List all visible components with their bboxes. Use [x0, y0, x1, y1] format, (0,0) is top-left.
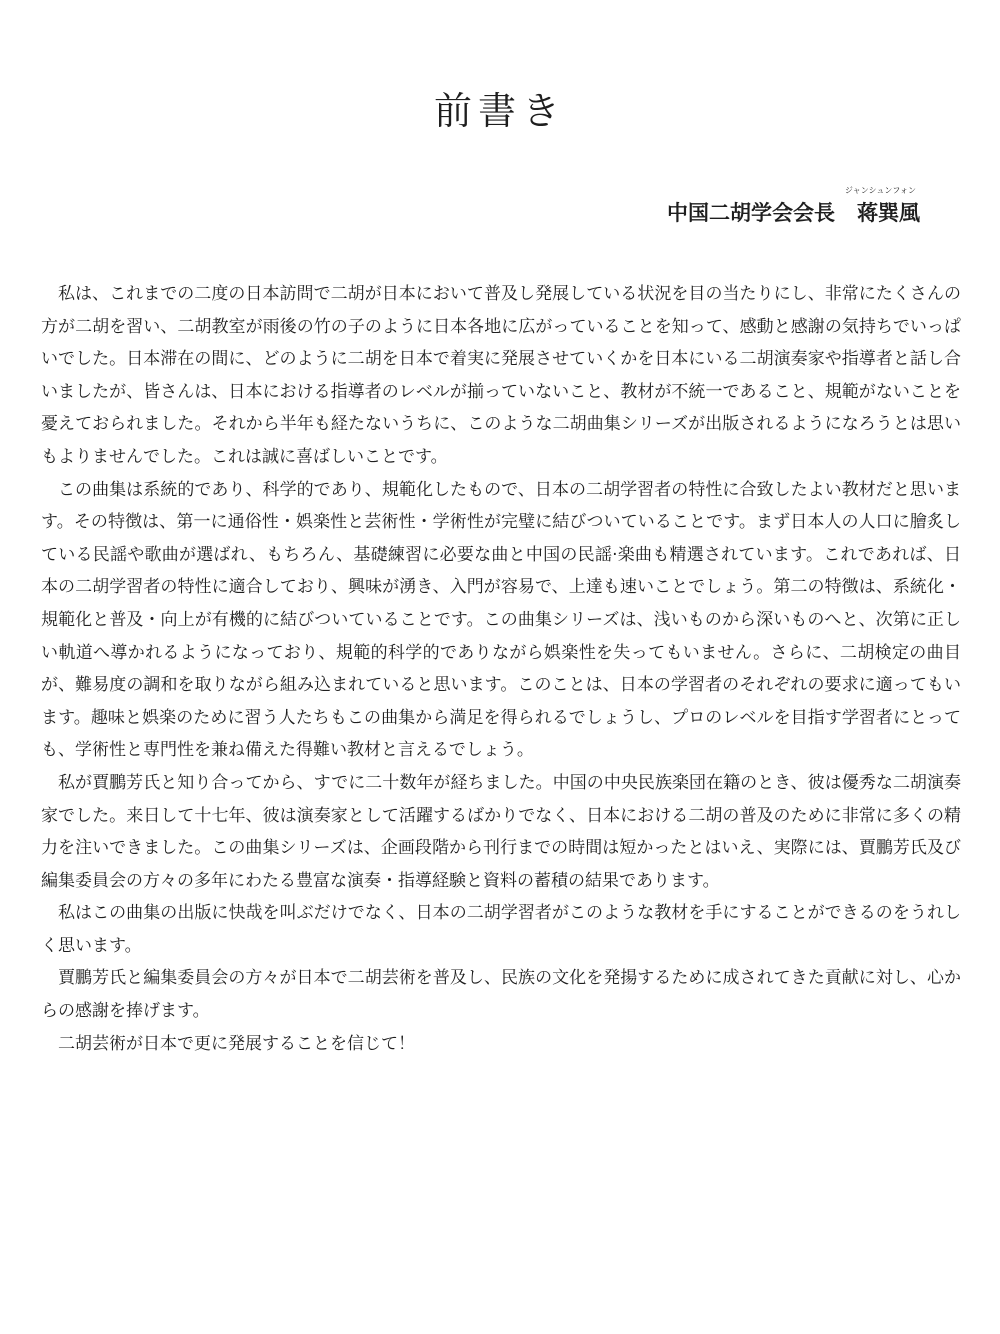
paragraph: 賈鵬芳氏と編集委員会の方々が日本で二胡芸術を普及し、民族の文化を発揚するために成されてきた貢献に対し、心からの感謝を捧げます。 — [41, 968, 961, 1022]
paragraph: この曲集は系統的であり、科学的であり、規範化したもので、日本の二胡学習者の特性に合致したよい教材だと思います。その特徴は、第一に通俗性・娯楽性と芸術性・学術性が完璧に結びついていることです。まず日本人の人口に膾炙している民謡や歌曲が選ばれ、もちろん、基礎練習に必要な曲と中国の民謡·楽曲も精選されています。これであれば、日本の二胡学習者の特性に適合しており、興味が湧き、入門が容易で、上達も速いことでしょう。第二の特徴は、系統化・規範化と普及・向上が有機的に結びついていることです。この曲集シリーズは、浅いものから深いものへと、次第に正しい軌道へ導かれるようになっており、規範的科学的でありながら娯楽性を失ってもいません。さらに、二胡検定の曲目が、難易度の調和を取りながら組み込まれていると思います。このことは、日本の学習者のそれぞれの要求に適ってもいます。趣味と娯楽のために習う人たちもこの曲集から満足を得られるでしょうし、プロのレベルを目指す学習者にとっても、学術性と専門性を兼ね備えた得難い教材と言えるでしょう。 — [41, 479, 961, 761]
author-name-group — [844, 186, 920, 227]
paragraph: 私は、これまでの二度の日本訪問で二胡が日本において普及し発展している状況を目の当たりにし、非常にたくさんの方が二胡を習い、二胡教室が雨後の竹の子のように日本各地に広がっていることを知って、感動と感謝の気持ちでいっぱいでした。日本滞在の間に、どのように二胡を日本で着実に発展させていくかを日本にいる二胡演奏家や指導者と話し合いましたが、皆さんは、日本における指導者のレベルが揃っていないこと、教材が不統一であること、規範がないことを憂えておられました。それから半年も経たないうちに、このような二胡曲集シリーズが出版されるようになろうとは思いもよりませんでした。これは誠に喜ばしいことです。 — [41, 284, 961, 467]
paragraph: 私が賈鵬芳氏と知り合ってから、すでに二十数年が経ちました。中国の中央民族楽団在籍のとき、彼は優秀な二胡演奏家でした。来日して十七年、彼は演奏家として活躍するばかりでなく、日本における二胡の普及のために非常に多くの精力を注いできました。この曲集シリーズは、企画段階から刊行までの時間は短かったとはいえ、実際には、賈鵬芳氏及び編集委員会の方々の多年にわたる豊富な演奏・指導経験と資料の蓄積の結果であります。 — [41, 772, 961, 891]
author-line — [667, 186, 920, 227]
paragraph: 二胡芸術が日本で更に発展することを信じて！ — [58, 1033, 415, 1054]
author-affiliation: 中国二胡学会会長 — [667, 201, 835, 225]
page-title: 前書き — [433, 89, 566, 133]
author-name: 蒋巽風 — [857, 201, 920, 225]
author-name-reading: ジャンシュンフォン — [844, 186, 916, 195]
author-block — [667, 186, 920, 227]
paragraph: 私はこの曲集の出版に快哉を叫ぶだけでなく、日本の二胡学習者がこのような教材を手にすることができるのをうれしく思います。 — [41, 903, 961, 956]
body-text — [41, 278, 961, 1060]
